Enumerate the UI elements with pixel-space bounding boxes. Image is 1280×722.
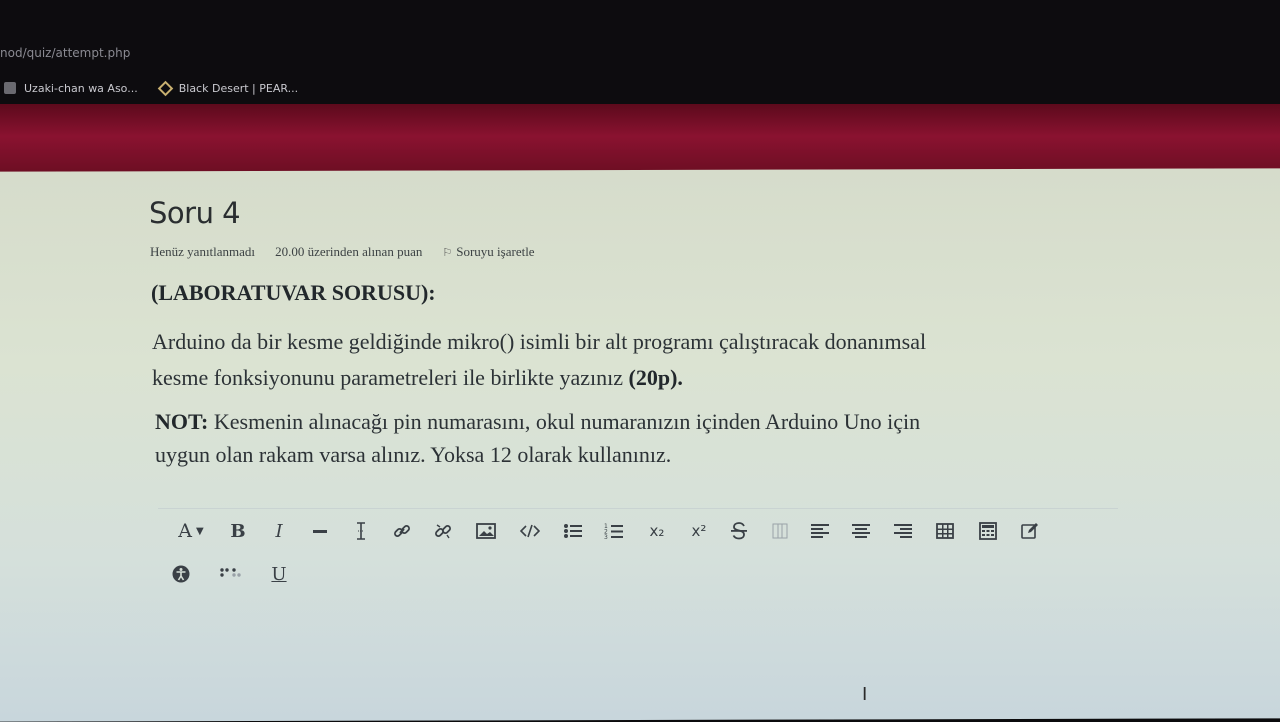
- underline-button[interactable]: U: [271, 563, 287, 585]
- svg-text:2: 2: [604, 528, 608, 536]
- bookmark-favicon-icon: [4, 82, 16, 94]
- question-points-inline: (20p).: [628, 365, 683, 390]
- superscript-button[interactable]: x²: [691, 522, 707, 540]
- flag-question-label: Soruyu işaretle: [456, 244, 535, 259]
- edit-html-button[interactable]: [1010, 518, 1050, 544]
- columns-icon: [772, 523, 788, 539]
- screenreader-helper-button[interactable]: [206, 561, 256, 587]
- align-right-button[interactable]: [882, 518, 924, 544]
- align-center-icon: [852, 523, 870, 539]
- image-icon: [476, 523, 496, 539]
- svg-text:1: 1: [604, 523, 608, 530]
- question-heading: (LABORATUVAR SORUSU):: [151, 280, 436, 305]
- editor-toolbar-row-1: [170, 517, 1050, 545]
- question-note: [155, 405, 1115, 471]
- code-button[interactable]: [508, 518, 552, 544]
- link-icon: [393, 522, 411, 540]
- question-text-line: kesme fonksiyonunu parametreleri ile birlikte yazınız (20p).: [152, 365, 683, 390]
- accessibility-checker-button[interactable]: [170, 561, 192, 587]
- horizontal-rule-button[interactable]: [300, 518, 340, 544]
- note-label: NOT:: [155, 409, 209, 434]
- unlink-icon: [434, 522, 452, 540]
- question-points: 20.00 üzerinden alınan puan: [275, 244, 423, 259]
- align-center-button[interactable]: [840, 518, 882, 544]
- note-line: NOT: Kesmenin alınacağı pin numarasını, okul numaranızın içinden Arduino Uno için: [155, 409, 921, 434]
- align-left-icon: [811, 523, 829, 539]
- flag-question-link[interactable]: [442, 244, 554, 260]
- italic-button[interactable]: I: [275, 520, 283, 542]
- bookmark-favicon-icon: [157, 80, 173, 96]
- question-text: [152, 324, 1112, 396]
- flag-icon: ⚐: [442, 246, 453, 259]
- text-cursor-icon: [355, 522, 367, 540]
- equation-editor-button[interactable]: [966, 518, 1010, 544]
- browser-chrome: [0, 0, 1280, 106]
- svg-text:3: 3: [604, 534, 608, 540]
- clear-formatting-button[interactable]: [340, 518, 382, 544]
- horizontal-rule-icon: [312, 523, 328, 539]
- question-title: Soru 4: [149, 196, 241, 230]
- bold-button[interactable]: B: [230, 520, 246, 542]
- bookmarks-bar: [0, 78, 316, 98]
- bookmark-uzaki-chan[interactable]: [0, 82, 138, 95]
- numbered-list-icon: [604, 522, 624, 540]
- edit-icon: [1021, 522, 1039, 540]
- align-left-button[interactable]: [800, 518, 840, 544]
- bullet-list-icon: [563, 523, 583, 539]
- mouse-cursor: I: [862, 684, 868, 705]
- insert-image-button[interactable]: [464, 518, 508, 544]
- accessibility-icon: [172, 565, 190, 583]
- braille-icon: [220, 568, 242, 580]
- editor-toolbar-row-2: [170, 560, 300, 588]
- code-icon: [520, 524, 540, 538]
- unlink-button[interactable]: [422, 518, 464, 544]
- strikethrough-button[interactable]: [718, 518, 760, 544]
- note-line: uygun olan rakam varsa alınız. Yoksa 12 olarak kullanınız.: [155, 442, 672, 467]
- strikethrough-icon: [731, 522, 747, 540]
- insert-table-button[interactable]: [924, 518, 966, 544]
- bookmark-label: Uzaki-chan wa Aso...: [24, 81, 138, 95]
- link-button[interactable]: [382, 518, 422, 544]
- site-header-band: [0, 104, 1280, 176]
- question-text-line: Arduino da bir kesme geldiğinde mikro() isimli bir alt programı çalıştıracak donanımsal: [152, 329, 927, 354]
- numbered-list-button[interactable]: [594, 518, 634, 544]
- show-more-button[interactable]: [760, 518, 800, 544]
- align-right-icon: [894, 523, 912, 539]
- font-style-button[interactable]: A ▼: [178, 520, 204, 542]
- subscript-button[interactable]: x₂: [649, 522, 665, 540]
- table-icon: [936, 523, 954, 539]
- chevron-down-icon: ▼: [196, 525, 204, 537]
- question-info: [150, 244, 575, 260]
- bookmark-black-desert[interactable]: [156, 82, 298, 95]
- calculator-icon: [979, 522, 997, 540]
- question-status: Henüz yanıtlanmadı: [150, 244, 256, 259]
- bookmark-label: Black Desert | PEAR...: [178, 81, 299, 95]
- address-bar[interactable]: nod/quiz/attempt.php: [0, 46, 131, 60]
- bullet-list-button[interactable]: [552, 518, 594, 544]
